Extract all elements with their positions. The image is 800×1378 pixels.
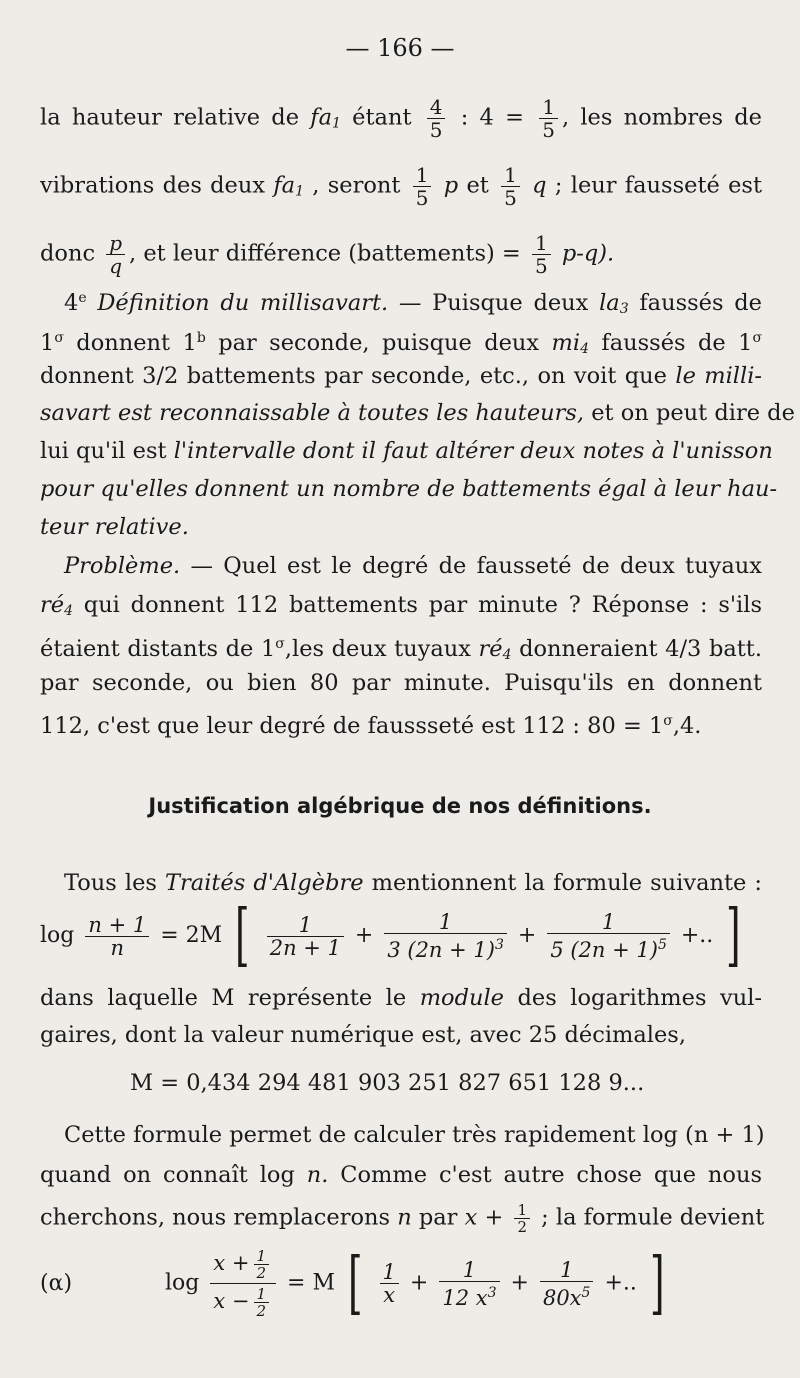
fraction: $\frac{1}{5}$: [501, 164, 520, 209]
text-line-14: par seconde, ou bien 80 par minute. Puisqu'ils en donnent: [40, 670, 762, 696]
log-label: log: [165, 1270, 200, 1296]
text: : 4 =: [449, 104, 536, 131]
fraction: $\frac{4}{5}$: [427, 96, 446, 141]
text-line-12: $ré_4$ qui donnent 112 battements par minute ? Réponse : s'ils: [40, 592, 762, 619]
text-line-15: 112, c'est que leur degré de faussseté est 112 : $80 = 1^\sigma,4$.: [40, 713, 702, 739]
text-line-8: lui qu'il est l'intervalle dont il faut altérer deux notes à l'unisson: [40, 438, 773, 464]
fraction: $\frac{1}{5}$: [539, 96, 558, 141]
text: étant: [340, 104, 423, 131]
fraction: $\frac{1}{2}$: [254, 1248, 270, 1281]
fraction: $\frac{1}{3 (2n + 1)^3}$: [384, 911, 507, 961]
left-bracket: [: [235, 896, 250, 975]
right-bracket: ]: [649, 1243, 665, 1323]
text-line-5: $1^\sigma$ donnent 1$^b$ par seconde, puisque deux $mi_4$ faussés de $1^\sigma$: [40, 330, 762, 357]
subscript: 1: [332, 115, 341, 132]
text-line-20: quand on connaît log n. Comme c'est autre chose que nous: [40, 1162, 763, 1188]
fraction: $\frac{1}{2}$: [254, 1286, 270, 1319]
text-line-16: Tous les Traités d'Algèbre mentionnent la formule suivante :: [64, 870, 762, 896]
text: , les nombres de: [561, 104, 762, 131]
text-line-11: Problème. — Quel est le degré de fausseté de deux tuyaux: [64, 553, 762, 579]
text-line-10: teur relative.: [40, 514, 189, 540]
text-line-17: dans laquelle M représente le module des logarithmes vul-: [40, 985, 762, 1011]
log-label: log: [40, 923, 75, 948]
fraction: $\frac{1}{5}$: [413, 164, 432, 209]
text-line-2: vibrations des deux $fa_1$ , seront $\frac{1}{5}$ p et $\frac{1}{5}$ q ; leur fausseté est: [40, 163, 762, 210]
text-line-1: [40, 96, 762, 141]
text-line-9: pour qu'elles donnent un nombre de battements égal à leur hau-: [40, 476, 778, 502]
fraction: $\frac{1}{80x^5}$: [540, 1259, 594, 1309]
fraction: $\frac{1}{2n + 1}$: [267, 914, 344, 959]
text-line-21: cherchons, nous remplacerons n par x + $\frac{1}{2}$ ; la formule devient: [40, 1201, 765, 1236]
fraction: $\frac{n + 1}{n}$: [85, 914, 149, 959]
text-line-19: Cette formule permet de calculer très rapidement log (n + 1): [64, 1122, 765, 1148]
text: la hauteur relative de: [40, 104, 311, 131]
fraction: $\frac{p}{q}$: [106, 232, 125, 277]
fraction: $\frac{1}{12 x^3}$: [439, 1259, 499, 1309]
compound-fraction: x + $\frac{1}{2}$ x − $\frac{1}{2}$: [210, 1248, 276, 1319]
fraction: $\frac{1}{5}$: [532, 232, 551, 277]
text-line-4: 4e Définition du millisavart. — Puisque deux $la_3$ faussés de: [64, 290, 762, 317]
formula-log-series: log $\frac{n + 1}{n}$ = 2M [ $\frac{1}{2n + 1}$ + $\frac{1}{3 (2n + 1)^3}$ + $\frac{1}{5 (2n + 1)^5}$ +.. ]: [40, 896, 741, 975]
fraction: $\frac{1}{x}$: [380, 1261, 399, 1306]
fraction: $\frac{1}{2}$: [514, 1202, 530, 1235]
equation-label: (α): [40, 1270, 73, 1296]
left-bracket: [: [347, 1243, 363, 1323]
right-bracket: ]: [726, 896, 741, 975]
fraction: $\frac{1}{5 (2n + 1)^5}$: [547, 911, 670, 961]
note-name: fa: [310, 104, 333, 131]
text-line-6: donnent 3/2 battements par seconde, etc., on voit que le milli-: [40, 363, 762, 389]
text-line-13: étaient distants de $1^\sigma,les$ deux tuyaux $ré_4$ donneraient 4/3 batt.: [40, 636, 762, 663]
text-line-7: savart est reconnaissable à toutes les hauteurs, et on peut dire de: [40, 400, 795, 426]
text-line-18: gaires, dont la valeur numérique est, avec 25 décimales,: [40, 1022, 686, 1048]
text-line-3: donc $\frac{p}{q}$ , et leur différence (battements) = $\frac{1}{5}$ p-q).: [40, 231, 615, 278]
page-number: — 166 —: [345, 34, 455, 62]
formula-alpha: (α) log x + $\frac{1}{2}$ x − $\frac{1}{2}$ = M [ $\frac{1}{x}$ + $\frac{1}{12 x^3}$ + $\frac{1}{80x^5}$ +.. ]: [40, 1243, 665, 1323]
module-value: M = 0,434 294 481 903 251 827 651 128 9...: [130, 1070, 645, 1096]
section-heading: Justification algébrique de nos définitions.: [148, 794, 652, 818]
